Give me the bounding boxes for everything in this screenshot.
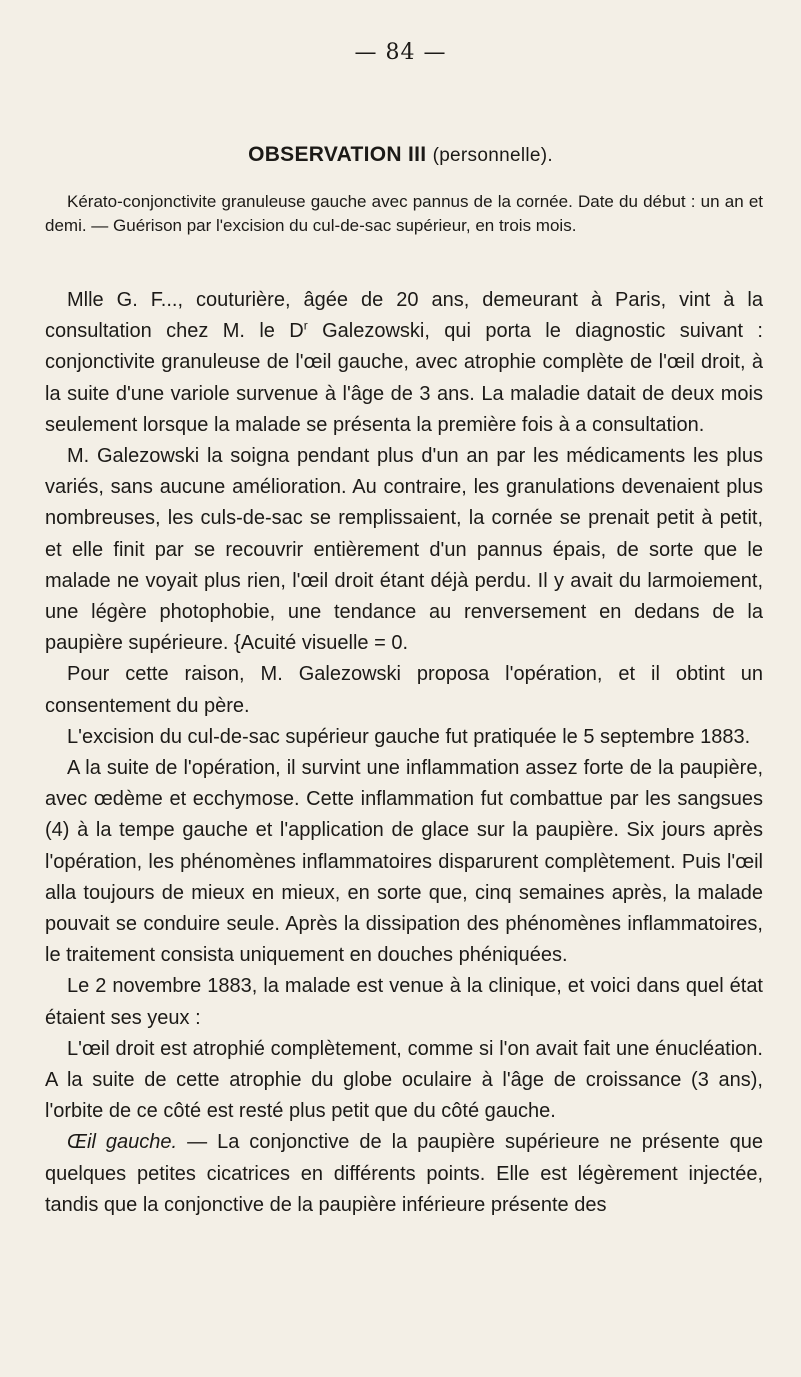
paragraph-4: L'excision du cul-de-sac supérieur gauche fut pratiquée le 5 septembre 1883. bbox=[67, 725, 751, 748]
paragraph-8-heading: Œil gauche. bbox=[67, 1131, 178, 1154]
paragraph-6: Le 2 novembre 1883, la malade est venue à la clinique, et voici dans quel état étaient ses yeux : bbox=[45, 975, 763, 1029]
paragraph-1 bbox=[45, 285, 763, 441]
case-summary-text: Kérato-conjonctivite granuleuse gauche avec pannus de la cornée. Date du début : un an et demi. — Guérison par l'excision du cul-de-sac supérieur, en trois mois. bbox=[45, 192, 763, 235]
paragraph-3: Pour cette raison, M. Galezowski proposa l'opération, et il obtint un consentement du père. bbox=[45, 663, 763, 717]
paragraph-1-part-a: Mlle G. F..., couturière, âgée de 20 ans, demeurant à Paris, vint à la consultation chez M. le D bbox=[45, 289, 763, 343]
observation-title-main: OBSERVATION III bbox=[248, 143, 427, 166]
paragraph-8-text: — La conjonctive de la paupière supérieure ne présente que quelques petites cicatrices en différents points. Elle est légèrement injectée, tandis que la conjonctive de la paupière inférieure présente des bbox=[45, 1131, 763, 1216]
paragraph-5: A la suite de l'opération, il survint une inflammation assez forte de la paupière, avec œdème et ecchymose. Cette inflammation fut combattue par les sangsues (4) à la tempe gauche et l'application de glace sur la paupière. Six jours après l'opération, les phénomènes inflammatoires disparurent complètement. Puis l'œil alla toujours de mieux en mieux, en sorte que, cinq semaines après, la malade pouvait se conduire seule. Après la dissipation des phénomènes inflammatoires, le traitement consista uniquement en douches phéniquées. bbox=[45, 757, 763, 967]
paragraph-2: M. Galezowski la soigna pendant plus d'un an par les médicaments les plus variés, sans aucune amélioration. Au contraire, les granulations devenaient plus nombreuses, les culs-de-sac se remplissaient, la cornée se prenait petit à petit, et elle finit par se recouvrir entièrement d'un pannus épais, de sorte que le malade ne voyait plus rien, l'œil droit étant déjà perdu. Il y avait du larmoiement, une légère photophobie, une tendance au renversement en dedans de la paupière supérieure. {Acuité visuelle = 0. bbox=[45, 445, 763, 655]
superscript: r bbox=[303, 318, 308, 333]
observation-body bbox=[45, 285, 763, 1221]
paragraph-7: L'œil droit est atrophié complètement, comme si l'on avait fait une énucléation. A la suite de cette atrophie du globe oculaire à l'âge de croissance (3 ans), l'orbite de ce côté est resté plus petit que du côté gauche. bbox=[45, 1037, 763, 1123]
observation-title-paren: (personnelle). bbox=[432, 145, 553, 166]
paragraph-1-part-b: Galezowski, qui porta le diagnostic suivant : conjonctivite granuleuse de l'œil gauche, avec atrophie complète de l'œil droit, à la suite d'une variole survenue à l'âge de 3 ans. La maladie datait de deux mois seulement lorsque la malade se présenta la première fois à a consultation. bbox=[45, 320, 763, 436]
paragraph-8 bbox=[45, 1127, 763, 1221]
observation-title bbox=[0, 143, 801, 167]
page-number: — 84 — bbox=[354, 40, 447, 65]
case-summary bbox=[45, 190, 763, 238]
